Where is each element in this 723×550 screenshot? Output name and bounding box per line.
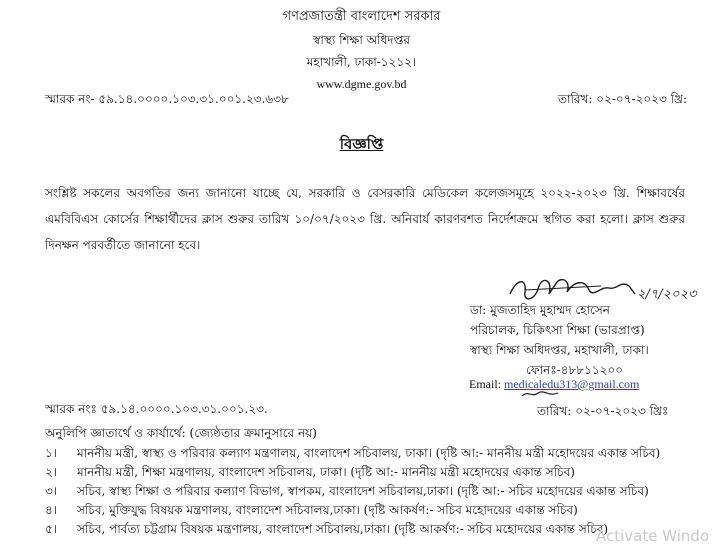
department-address: মহাখালী, ঢাকা-১২১২। — [306, 55, 417, 69]
department-name: স্বাস্থ্য শিক্ষা অধিদপ্তর — [313, 33, 410, 47]
signatory-phone: ফোনঃ-৪৮৮১১২০০ — [526, 363, 624, 377]
list-item-text: মাননীয় মন্ত্রী, স্বাস্থ্য ও পরিবার কল্যাণ মন্ত্রণালয়, বাংলাদেশ সচিবালয়, ঢাকা। (দৃষ্টি আ:- মাননীয় মন্ত্রী মহোদয়ের একান্ত সচিব) — [77, 446, 661, 460]
government-title: গণপ্রজাতন্ত্রী বাংলাদেশ সরকার — [282, 9, 441, 24]
list-item-number: ৪। — [45, 503, 58, 517]
copy-memo-number: স্মারক নংঃ ৫৯.১৪.০০০০.১০৩.৩১.০০১.২৩. — [45, 402, 268, 416]
list-item-text: সচিব, স্বাস্থ্য শিক্ষা ও পরিবার কল্যাণ বিভাগ, স্বাপকম, বাংলাদেশ সচিবালয়,ঢাকা। (দৃষ্টি আ:- সচিব মহোদয়ের একান্ত সচিব) — [77, 484, 649, 498]
signature-date: ২/৭/২০২৩ — [637, 287, 697, 302]
list-item-number: ৫। — [45, 522, 58, 536]
copy-date: তারিখ: ০২-০৭-২০২৩ খ্রিঃ — [537, 404, 669, 418]
notice-title: বিজ্ঞপ্তি — [339, 135, 384, 153]
initial-signature-image — [520, 388, 560, 400]
list-item-text: সচিব, মুক্তিযুদ্ধ বিষয়ক মন্ত্রণালয়, বাংলাদেশ সচিবালয়,ঢাকা। (দৃষ্টি আকর্ষণ:- সচিব মহোদয়ের একান্ত সচিব) — [77, 503, 578, 517]
notice-body: সংশ্লিষ্ট সকলের অবগতির জন্য জানানো যাচ্ছে যে, সরকারি ও বেসরকারি মেডিকেল কলেজসমূহে ২০২২-২০২৩ খ্রি. শিক্ষাবর্ষের এমবিবিএস কোর্সের শিক্ষার্থীদের ক্লাস শুরুর তারিখ ১০/০৭/২০২৩ খ্রি. অনিবার্য কারণবশত নির্দেশক্রমে স্থগিত করা হলো। ক্লাস শুরুর দিনক্ষন পরবর্তীতে জানানো হবে। — [45, 186, 685, 252]
signatory-name: ডা: মুজতাহিদ মুহাম্মদ হোসেন — [470, 303, 610, 317]
list-item — [45, 463, 705, 482]
memo-date: তারিখ: ০২-০৭-২০২৩ খ্রি: — [558, 92, 688, 106]
list-item-number: ২। — [45, 465, 58, 479]
copy-heading: অনুলিপি জ্ঞাতার্থে ও কার্যার্থে: (জ্যেষ্ঠতার ক্রমানুসারে নয়) — [45, 426, 317, 440]
email-label: Email: — [469, 377, 501, 391]
list-item-text: সচিব, পার্বত্য চট্টগ্রাম বিষয়ক মন্ত্রণালয়, বাংলাদেশ সচিবালয়,ঢাকা। (দৃষ্টি আকর্ষণ:- সচিব মহোদয়ের একান্ত সচিব) — [77, 522, 609, 536]
list-item-text: মাননীয় মন্ত্রী, শিক্ষা মন্ত্রণালয়, বাংলাদেশ সচিবালয়, ঢাকা। (দৃষ্টি আ:- মাননীয় মন্ত্রী মহোদয়ের একান্ত সচিব) — [77, 465, 575, 479]
list-item — [45, 501, 705, 520]
email-link[interactable]: medicaledu313@gmail.com — [504, 377, 640, 391]
list-item — [45, 482, 705, 501]
activate-windows-watermark: Activate Windo — [596, 527, 710, 545]
list-item-number: ৩। — [45, 484, 58, 498]
memo-number: স্মারক নং- ৫৯.১৪.০০০০.১০৩.৩১.০০১.২৩.৬৩৮ — [45, 92, 289, 106]
copy-recipient-list — [45, 444, 705, 539]
list-item-number: ১। — [45, 446, 58, 460]
website-url: www.dgme.gov.bd — [316, 77, 407, 91]
list-item — [45, 444, 705, 463]
signatory-office: স্বাস্থ্য শিক্ষা অধিদপ্তর, মহাখালী, ঢাকা। — [470, 343, 649, 357]
signatory-designation: পরিচালক, চিকিৎসা শিক্ষা (ভারপ্রাপ্ত) — [470, 323, 645, 337]
